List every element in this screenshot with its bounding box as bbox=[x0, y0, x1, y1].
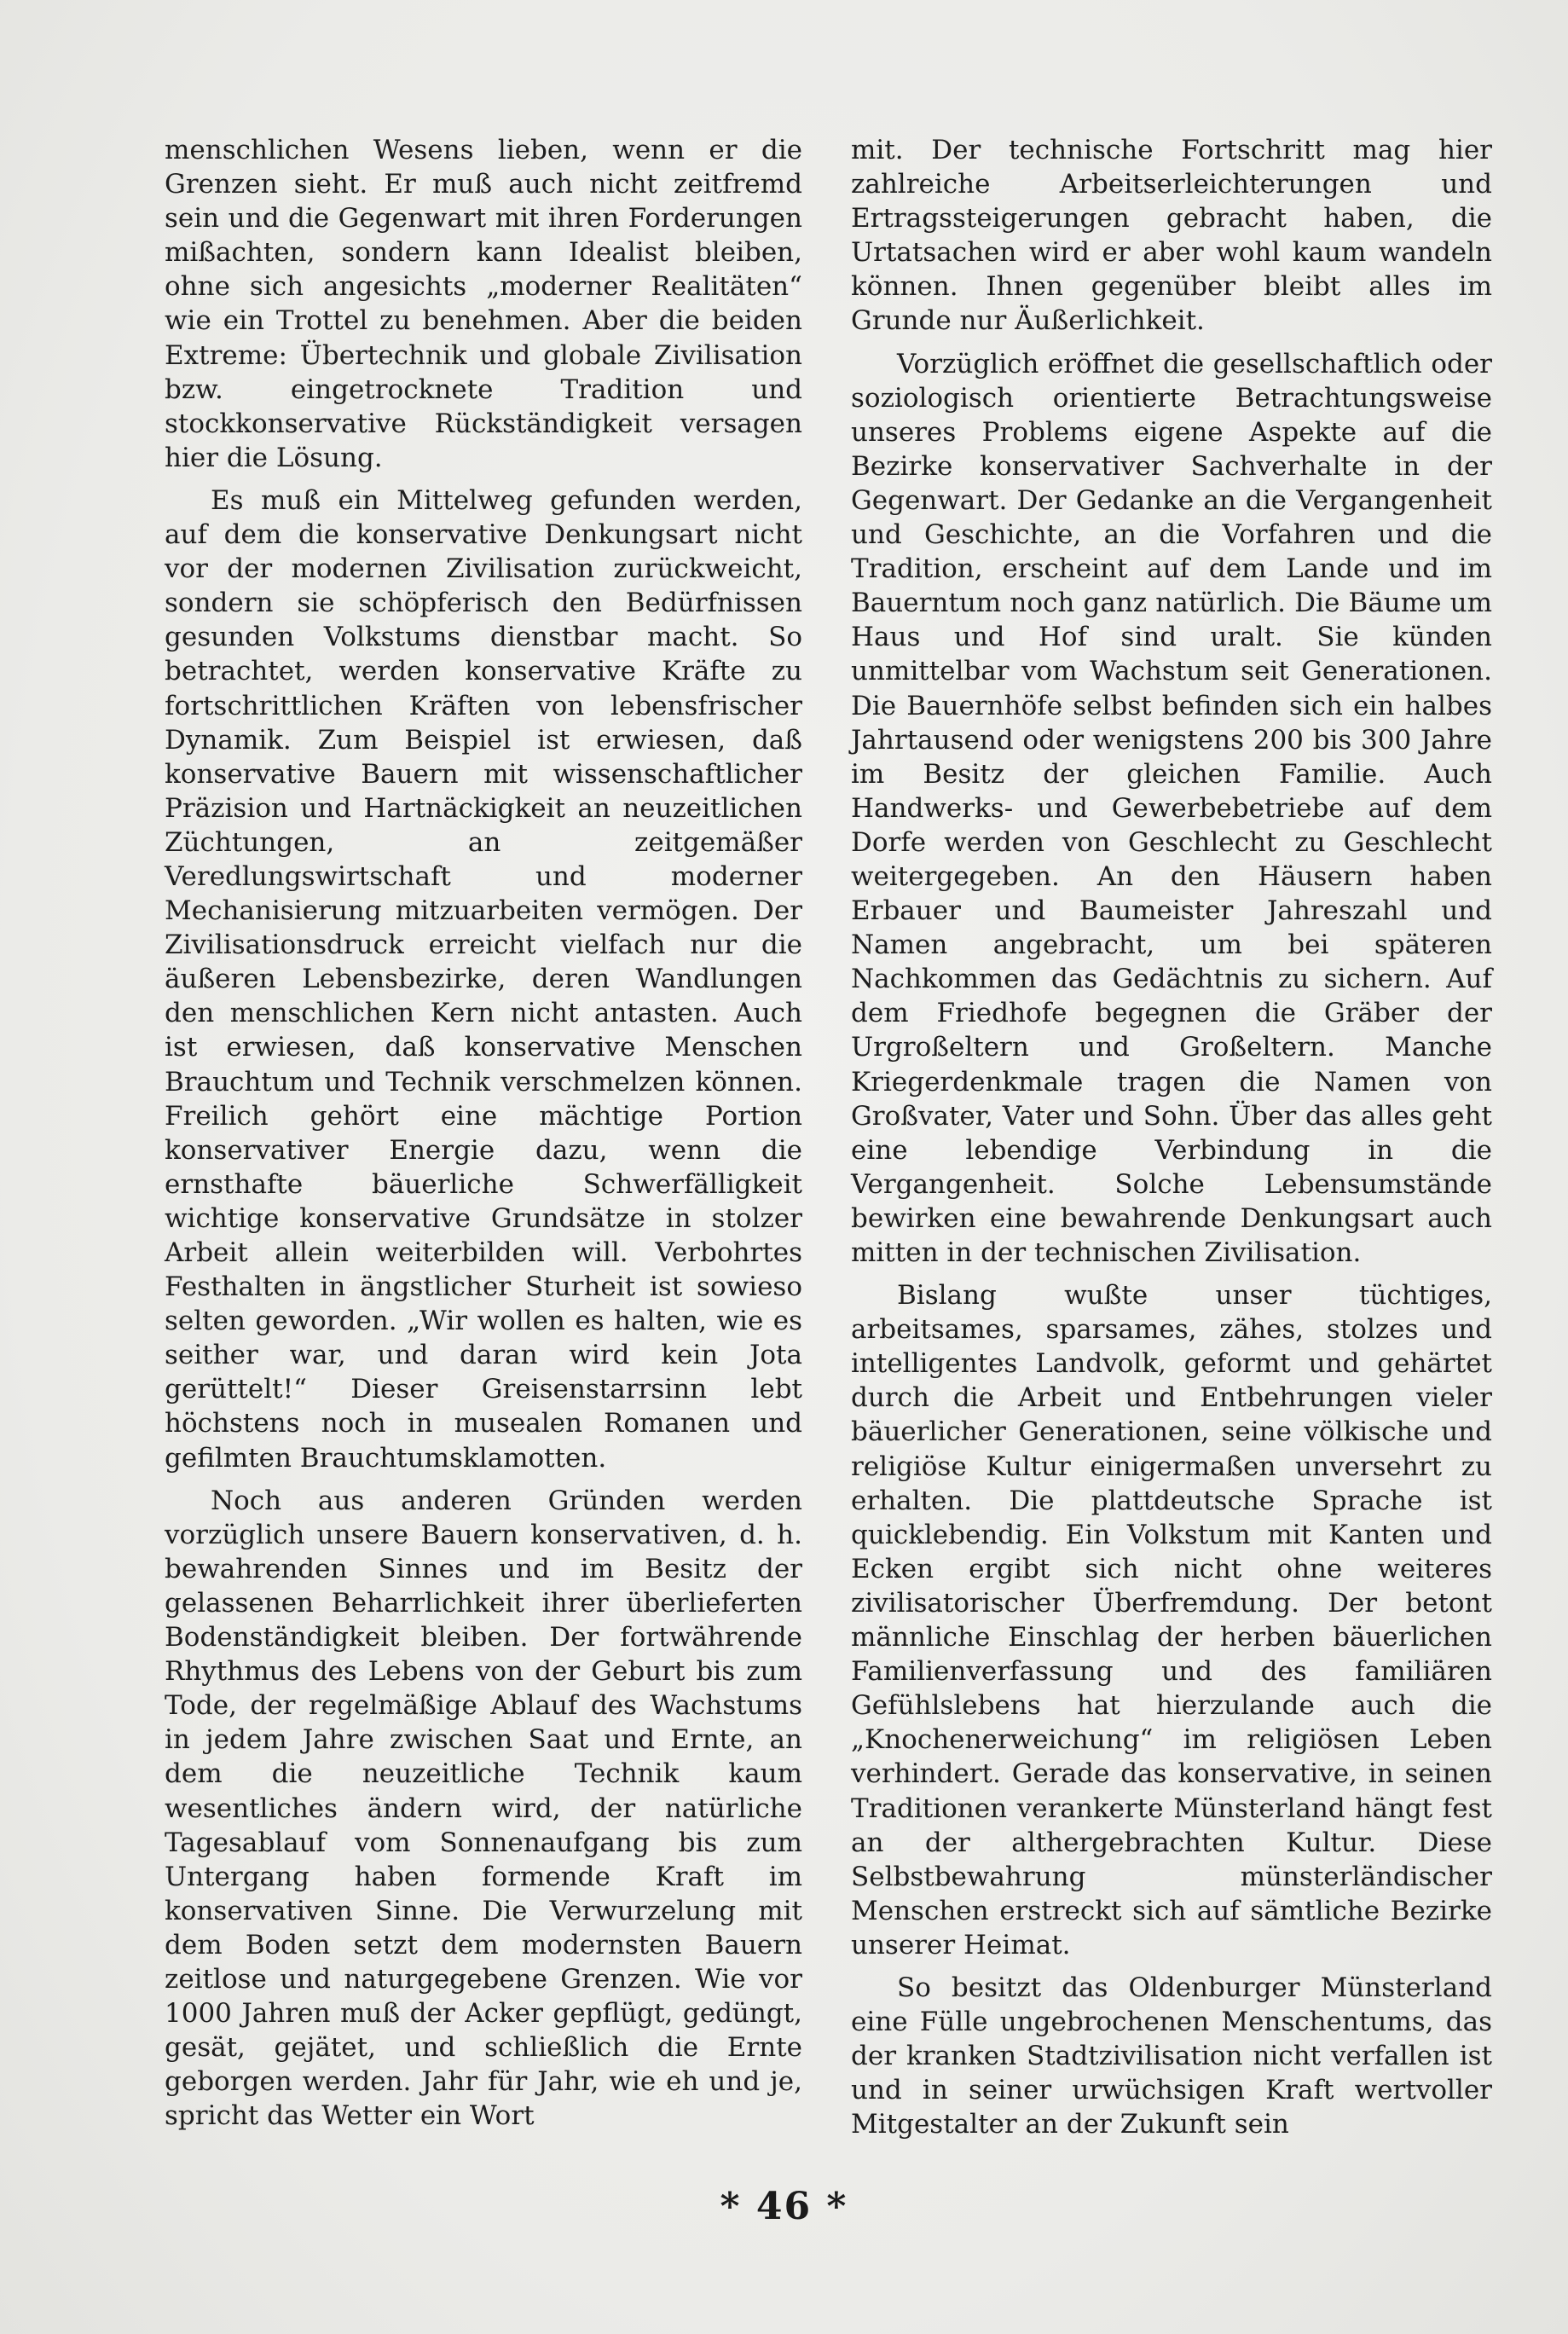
page-number: * 46 * bbox=[720, 2185, 848, 2228]
paragraph-right-2: Vorzüglich eröffnet die gesellschaftlich oder soziologisch orientierte Betrachtungsweise unseres Problems eigene Aspekte auf die Bezirke konservativer Sachverhalte in der Gegenwart. Der Gedanke an die Vergangenheit und Geschichte, an die Vorfahren und die Tradition, erscheint auf dem Lande und im Bauerntum noch ganz natürlich. Die Bäume um Haus und Hof sind uralt. Sie künden unmittelbar vom Wachstum seit Generationen. Die Bauernhöfe selbst befinden sich ein halbes Jahrtausend oder wenigstens 200 bis 300 Jahre im Besitz der gleichen Familie. Auch Handwerks- und Gewerbebetriebe auf dem Dorfe werden von Geschlecht zu Geschlecht weitergegeben. An den Häusern haben Erbauer und Baumeister Jahreszahl und Namen angebracht, um bei späteren Nachkommen das Gedächtnis zu sichern. Auf dem Friedhofe begegnen die Gräber der Urgroßeltern und Großeltern. Manche Kriegerdenkmale tragen die Namen von Großvater, Vater und Sohn. Über das alles geht eine lebendige Verbindung in die Vergangenheit. Solche Lebensumstände bewirken eine bewahrende Denkungsart auch mitten in der technischen Zivilisation. bbox=[851, 348, 1492, 1268]
paragraph-right-3: Bislang wußte unser tüchtiges, arbeitsames, sparsames, zähes, stolzes und intelligentes Landvolk, geformt und gehärtet durch die Arbeit und Entbehrungen vieler bäuerlicher Generationen, seine völkische und religiöse Kultur einigermaßen unversehrt zu erhalten. Die plattdeutsche Sprache ist quicklebendig. Ein Volkstum mit Kanten und Ecken ergibt sich nicht ohne weiteres zivilisatorischer Überfremdung. Der betont männliche Einschlag der herben bäuerlichen Familienverfassung und des familiären Gefühlslebens hat hierzulande auch die „Knochenerweichung“ im religiösen Leben verhindert. Gerade das konservative, in seinen Traditionen verankerte Münsterland hängt fest an der althergebrachten Kultur. Diese Selbstbewahrung münsterländischer Menschen erstreckt sich auf sämtliche Bezirke unserer Heimat. bbox=[851, 1280, 1492, 1960]
paragraph-right-1: mit. Der technische Fortschritt mag hier zahlreiche Arbeitserleichterungen und Ertragssteigerungen gebracht haben, die Urtatsachen wird er aber wohl kaum wandeln können. Ihnen gegenüber bleibt alles im Grunde nur Äußerlichkeit. bbox=[851, 135, 1492, 337]
paragraph-right-4: So besitzt das Oldenburger Münsterland eine Fülle ungebrochenen Menschentums, das der kranken Stadtzivilisation nicht verfallen ist und in seiner urwüchsigen Kraft wertvoller Mitgestalter an der Zukunft sein bbox=[851, 1972, 1492, 2140]
right-text-column bbox=[851, 133, 1492, 2141]
left-text-column bbox=[165, 133, 802, 2133]
paragraph-left-2: Es muß ein Mittelweg gefunden werden, auf dem die konservative Denkungsart nicht vor der modernen Zivilisation zurückweicht, sondern sie schöpferisch den Bedürfnissen gesunden Volkstums dienstbar macht. So betrachtet, werden konservative Kräfte zu fortschrittlichen Kräften von lebensfrischer Dynamik. Zum Beispiel ist erwiesen, daß konservative Bauern mit wissenschaftlicher Präzision und Hartnäckigkeit an neuzeitlichen Züchtungen, an zeitgemäßer Veredlungswirtschaft und moderner Mechanisierung mitzuarbeiten vermögen. Der Zivilisationsdruck erreicht vielfach nur die äußeren Lebensbezirke, deren Wandlungen den menschlichen Kern nicht antasten. Auch ist erwiesen, daß konservative Menschen Brauchtum und Technik verschmelzen können. Freilich gehört eine mächtige Portion konservativer Energie dazu, wenn die ernsthafte bäuerliche Schwerfälligkeit wichtige konservative Grundsätze in stolzer Arbeit allein weiterbilden will. Verbohrtes Festhalten in ängstlicher Sturheit ist sowieso selten geworden. „Wir wollen es halten, wie es seither war, und daran wird kein Jota gerüttelt!“ Dieser Greisenstarrsinn lebt höchstens noch in musealen Romanen und gefilmten Brauchtumsklamotten. bbox=[165, 484, 802, 1474]
paragraph-left-1: menschlichen Wesens lieben, wenn er die Grenzen sieht. Er muß auch nicht zeitfremd sein und die Gegenwart mit ihren Forderungen mißachten, sondern kann Idealist bleiben, ohne sich angesichts „moderner Realitäten“ wie ein Trottel zu benehmen. Aber die beiden Extreme: Übertechnik und globale Zivilisation bzw. eingetrocknete Tradition und stockkonservative Rückständigkeit versagen hier die Lösung. bbox=[165, 135, 802, 473]
paragraph-left-3: Noch aus anderen Gründen werden vorzüglich unsere Bauern konservativen, d. h. bewahrenden Sinnes und im Besitz der gelassenen Beharrlichkeit ihrer überlieferten Bodenständigkeit bleiben. Der fortwährende Rhythmus des Lebens von der Geburt bis zum Tode, der regelmäßige Ablauf des Wachstums in jedem Jahre zwischen Saat und Ernte, an dem die neuzeitliche Technik kaum wesentliches ändern wird, der natürliche Tagesablauf vom Sonnenaufgang bis zum Untergang haben formende Kraft im konservativen Sinne. Die Verwurzelung mit dem Boden setzt dem modernsten Bauern zeitlose und naturgegebene Grenzen. Wie vor 1000 Jahren muß der Acker gepflügt, gedüngt, gesät, gejätet, und schließlich die Ernte geborgen werden. Jahr für Jahr, wie eh und je, spricht das Wetter ein Wort bbox=[165, 1485, 802, 2132]
